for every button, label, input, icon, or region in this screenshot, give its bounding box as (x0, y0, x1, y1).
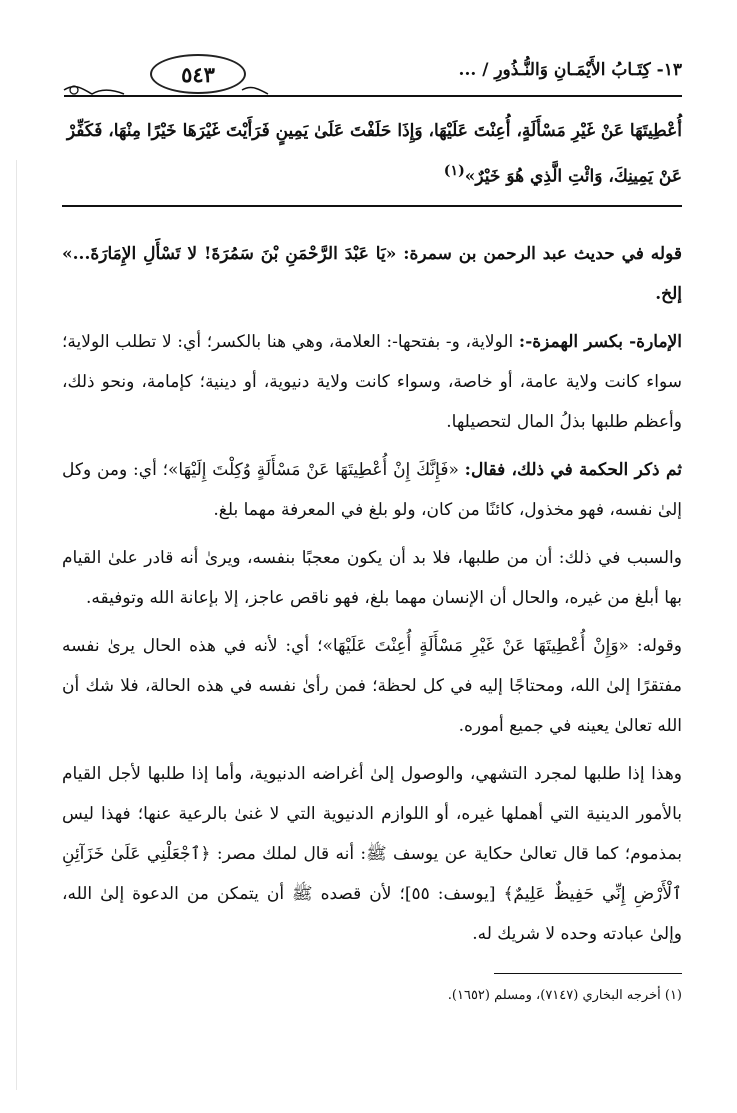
page-number: ٥٤٣ (150, 54, 246, 94)
paragraph-5: وقوله: «وَإِنْ أُعْطِيتَهَا عَنْ غَيْرِ مَسْأَلَةٍ أُعِنْتَ عَلَيْهَا»؛ أي: لأنه في هذه الحال يرىٰ نفسه مفتقرًا إلىٰ الله، ومحتاجًا إليه في كل لحظة؛ فمن رأىٰ نفسه في هذه الحالة، فلا شك أن الله تعالىٰ يعينه في جميع أموره. (62, 636, 682, 736)
hadith-line-2: عَنْ يَمِينِكَ، وَائْتِ الَّذِي هُوَ خَيْرٌ» (464, 166, 682, 187)
footnote: (١) أخرجه البخاري (٧١٤٧)، ومسلم (١٦٥٢). (447, 988, 682, 1003)
hadith-ending (62, 111, 682, 197)
running-title: ١٣- كِتَـابُ الأَيْمَـانِ وَالنُّـذُورِ / ... (458, 60, 682, 80)
scan-edge-line (16, 160, 17, 1090)
paragraph-6: وهذا إذا طلبها لمجرد التشهي، والوصول إلىٰ أغراضه الدنيوية، وأما إذا طلبها لأجل القيام بالأمور الدينية التي أهملها غيره، أو اللوازم الدنيوية التي لا غنىٰ بالرعية عنها؛ فهذا ليس بمذموم؛ كما قال تعالىٰ حكاية عن يوسف ﷺ: أنه قال لملك مصر: ﴿ٱجْعَلْنِي عَلَىٰ خَزَآئِنِ ٱلْأَرْضِ إِنِّي حَفِيظٌ عَلِيمٌ﴾ [يوسف: ٥٥]؛ لأن قصده ﷺ أن يتمكن من الدعوة إلىٰ الله، وإلىٰ عبادته وحده لا شريك له. (62, 764, 682, 944)
paragraph-1: قوله في حديث عبد الرحمن بن سمرة: «يَا عَبْدَ الرَّحْمَنِ بْنَ سَمُرَةَ! لا تَسْأَلِ الإِمَارَةَ...» إلخ. (62, 244, 682, 304)
paragraph-2: الإمارة- بكسر الهمزة-: الولاية، و- بفتحها-: العلامة، وهي هنا بالكسر؛ أي: لا تطلب الولاية؛ سواء كانت ولاية عامة، أو خاصة، وسواء كانت ولاية دنيوية، أو دينية؛ كإمامة، ونحو ذلك، وأعظم طلبها بذلُ المال لتحصيلها. (62, 332, 682, 432)
page-header (62, 54, 684, 98)
commentary-body (62, 234, 682, 962)
section-divider (62, 205, 682, 207)
paragraph-3: ثم ذكر الحكمة في ذلك، فقال: «فَإِنَّكَ إِنْ أُعْطِيتَهَا عَنْ مَسْأَلَةٍ وُكِلْتَ إِلَيْهَا»؛ أي: ومن وكل إلىٰ نفسه، فهو مخذول، كائنًا من كان، ولو بلغ في المعرفة مهما بلغ. (62, 460, 682, 520)
footnote-ref: (١) (443, 163, 465, 179)
hadith-line-1: أُعْطِيتَهَا عَنْ غَيْرِ مَسْأَلَةٍ، أُعِنْتَ عَلَيْهَا، وَإِذَا حَلَفْتَ عَلَىٰ يَمِينٍ فَرَأَيْتَ غَيْرَهَا خَيْرًا مِنْهَا، فَكَفِّرْ (66, 121, 682, 141)
footnote-separator (494, 973, 682, 974)
paragraph-4: والسبب في ذلك: أن من طلبها، فلا بد أن يكون معجبًا بنفسه، ويرىٰ أنه قادر علىٰ القيام بها أبلغ من غيره، والحال أن الإنسان مهما بلغ، فهو ناقص عاجز، إلا بإعانة الله وتوفيقه. (62, 548, 682, 608)
